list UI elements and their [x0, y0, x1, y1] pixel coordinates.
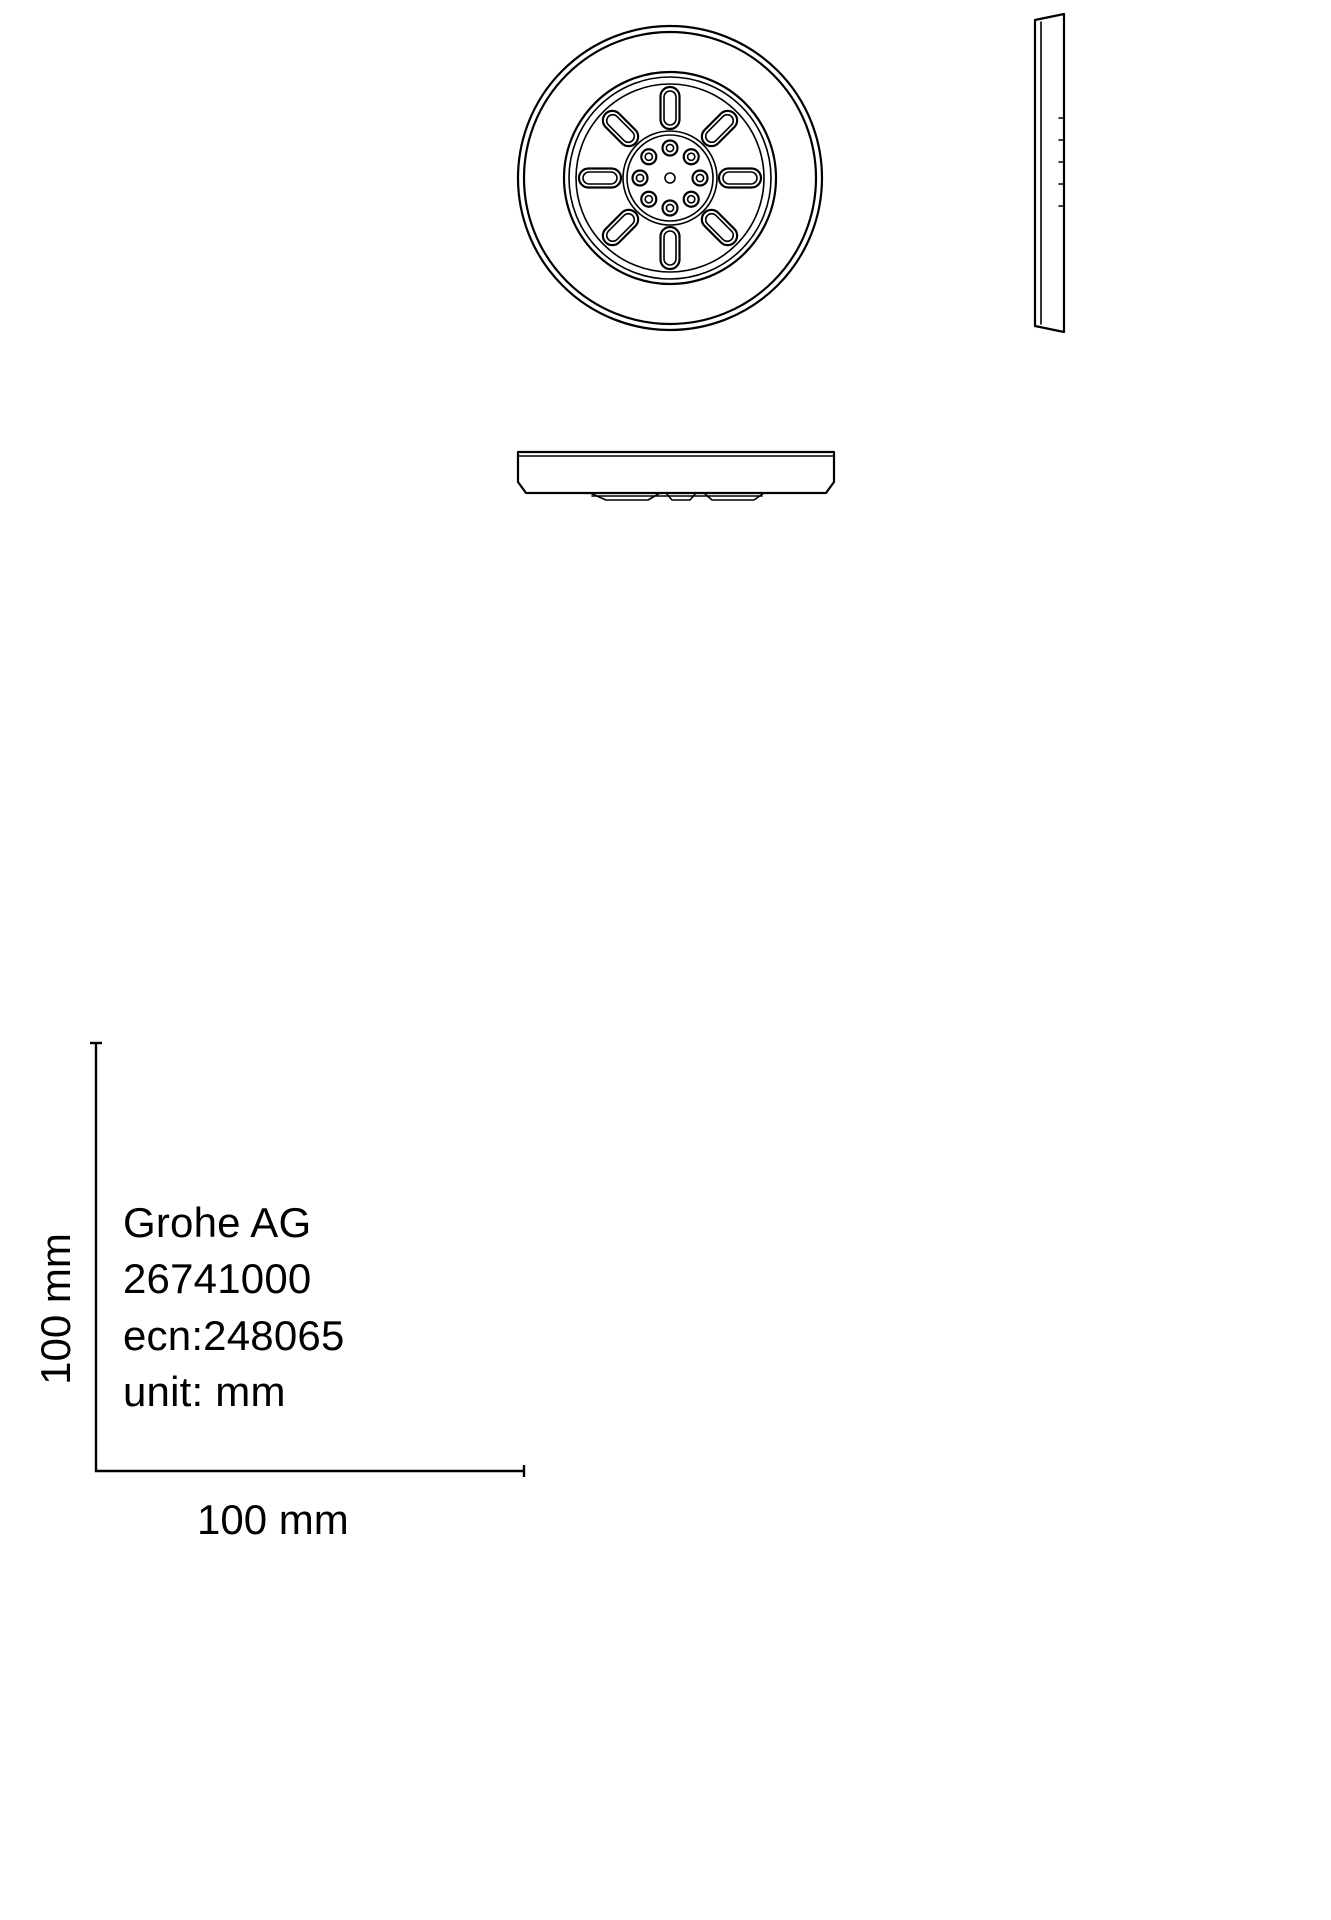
- front-section-view: [518, 452, 834, 500]
- ecn-number: ecn:248065: [123, 1311, 345, 1359]
- nozzle-slot-group: [579, 87, 761, 269]
- vertical-dimension-label-wrap: [26, 1215, 86, 1405]
- inner-hole-group: [633, 141, 708, 216]
- article-number: 26741000: [123, 1255, 312, 1303]
- top-view-shower-head-face: [518, 26, 822, 330]
- title-block: [123, 1195, 553, 1420]
- manufacturer-name: Grohe AG: [123, 1199, 312, 1246]
- horizontal-dimension-label: 100 mm: [197, 1496, 349, 1543]
- side-view-profile-right: [1035, 14, 1064, 332]
- vertical-dimension-label: 100 mm: [32, 1233, 79, 1385]
- unit-note: unit: mm: [123, 1367, 286, 1415]
